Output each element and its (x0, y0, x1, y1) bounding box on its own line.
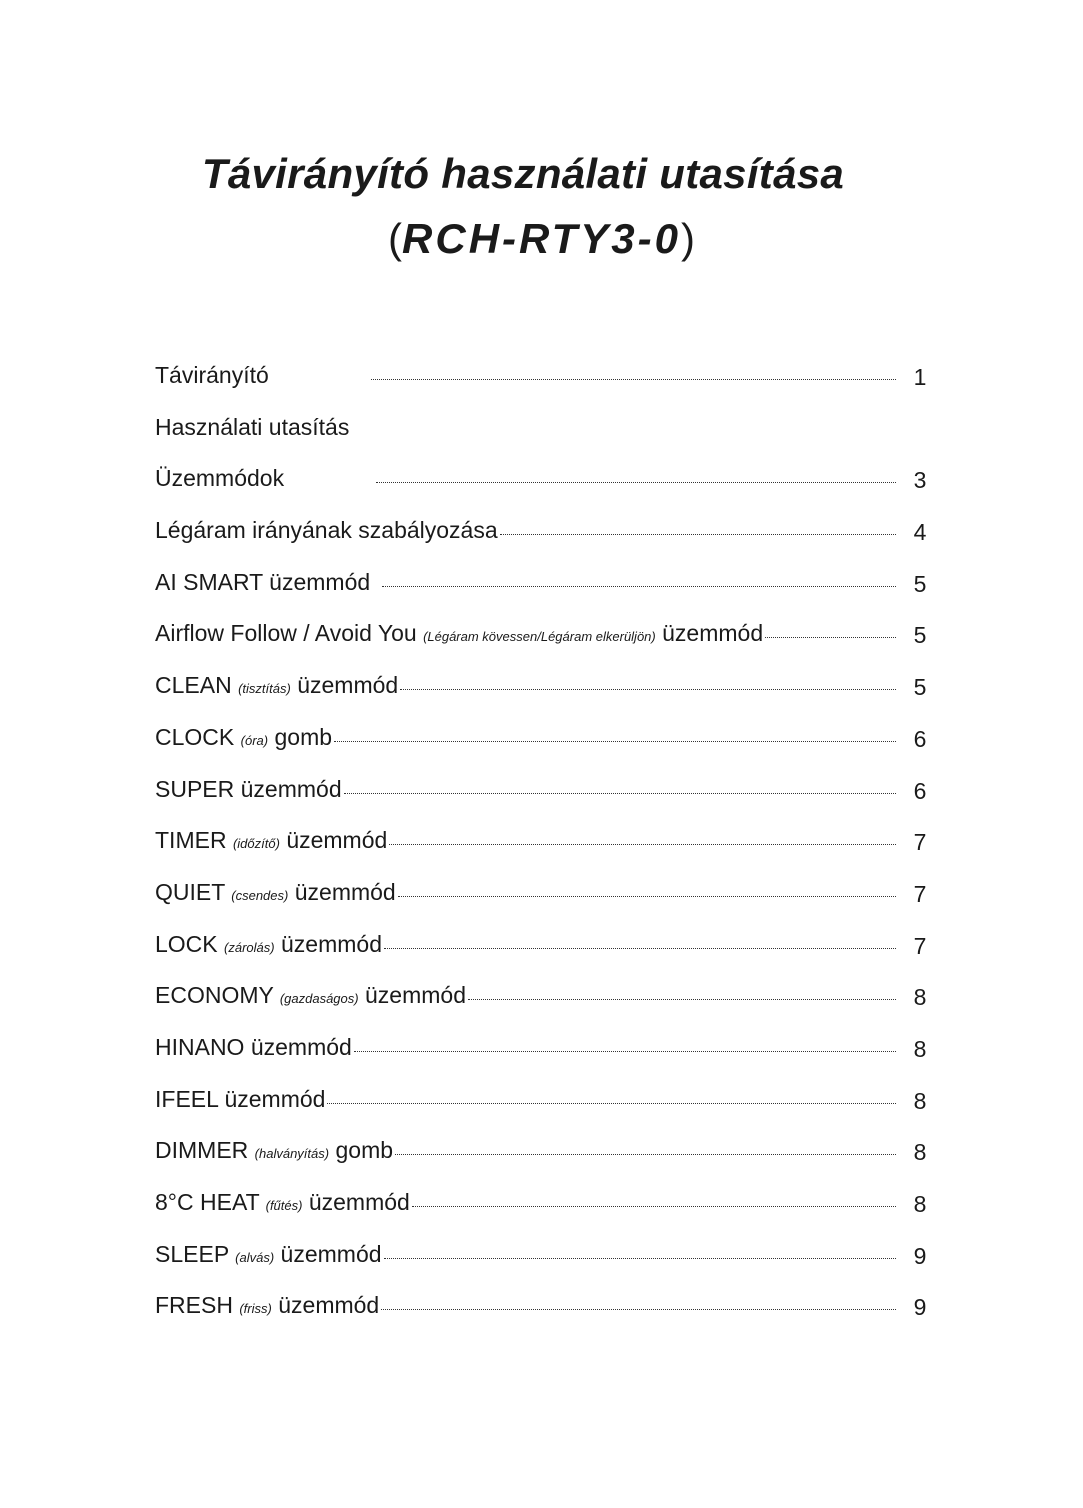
toc-row (155, 1182, 930, 1234)
toc-suffix: üzemmód (280, 1240, 382, 1267)
toc-label: ECONOMY (gazdaságos) üzemmód (155, 982, 466, 1009)
toc-row (155, 562, 930, 614)
toc-note: (óra) (240, 732, 269, 748)
leader-dots (400, 665, 896, 690)
toc-page-number: 3 (913, 467, 927, 494)
toc-label: SLEEP (alvás) üzemmód (155, 1240, 382, 1267)
toc-note: (csendes) (231, 887, 289, 903)
toc-page-number: 7 (913, 829, 927, 856)
document-title: Távirányító használati utasítása (201, 150, 845, 197)
toc-row (155, 975, 930, 1027)
toc-note: (gazdaságos) (279, 991, 359, 1007)
leader-dots (376, 458, 896, 483)
toc-label: CLEAN (tisztítás) üzemmód (155, 672, 399, 699)
toc-label: Légáram irányának szabályozása (155, 517, 498, 544)
toc-row (155, 1234, 930, 1286)
toc-page-number: 8 (913, 1139, 927, 1166)
toc-suffix: üzemmód (286, 827, 388, 854)
toc-page-number: 5 (913, 570, 927, 597)
toc-page-number: 8 (913, 1035, 927, 1062)
toc-label: Airflow Follow / Avoid You (Légáram kövessen/Légáram elkerüljön) üzemmód (155, 620, 764, 647)
leader-dots (327, 1079, 896, 1104)
toc-row (155, 769, 930, 821)
toc-note: (Légáram kövessen/Légáram elkerüljön) (423, 629, 656, 645)
leader-dots (398, 872, 896, 897)
leader-dots (468, 975, 896, 1000)
toc-note: (zárolás) (224, 939, 275, 955)
model-number: RCH-RTY3-0 (402, 215, 681, 262)
model-subtitle (0, 215, 1083, 263)
toc-note: (halványítás) (254, 1146, 330, 1162)
toc-row (155, 407, 930, 459)
leader-dots (412, 1182, 896, 1207)
leader-dots (351, 407, 896, 431)
toc-label: IFEEL üzemmód (155, 1085, 326, 1112)
leader-dots (344, 769, 896, 794)
toc-row (155, 1285, 930, 1337)
toc-label: SUPER üzemmód (155, 775, 342, 802)
leader-dots (381, 1285, 896, 1310)
toc-page-number: 5 (913, 622, 927, 649)
toc-page-number: 8 (913, 984, 927, 1011)
toc-row (155, 665, 930, 717)
toc-suffix: üzemmód (281, 930, 382, 957)
toc-page-number: 6 (913, 777, 927, 804)
toc-page-number: 5 (913, 674, 927, 701)
toc-suffix: üzemmód (662, 620, 764, 647)
toc-suffix: üzemmód (297, 672, 399, 699)
toc-label: LOCK (zárolás) üzemmód (155, 930, 382, 957)
toc-row (155, 1130, 930, 1182)
toc-page-number: 9 (913, 1242, 927, 1269)
toc-label: DIMMER (halványítás) gomb (155, 1137, 394, 1164)
toc-note: (időzítő) (232, 836, 280, 852)
toc-row (155, 458, 930, 510)
subtitle-close-paren: ) (680, 215, 695, 262)
toc-row (155, 355, 930, 407)
table-of-contents (155, 355, 930, 1337)
toc-label: AI SMART üzemmód (155, 568, 371, 595)
toc-suffix: üzemmód (365, 982, 466, 1009)
toc-label: TIMER (időzítő) üzemmód (155, 827, 388, 854)
toc-page-number: 8 (913, 1191, 927, 1217)
toc-row (155, 872, 930, 924)
toc-page-number: 1 (913, 364, 927, 390)
toc-suffix: üzemmód (278, 1292, 380, 1319)
toc-row (155, 510, 930, 562)
leader-dots (389, 820, 896, 845)
toc-row (155, 924, 930, 976)
toc-row (155, 613, 930, 665)
toc-label: FRESH (friss) üzemmód (155, 1292, 380, 1319)
toc-page-number: 9 (913, 1294, 927, 1321)
toc-note: (friss) (239, 1301, 272, 1317)
toc-row (155, 1027, 930, 1079)
toc-page-number: 8 (913, 1087, 927, 1114)
toc-suffix: gomb (274, 723, 333, 750)
toc-suffix: gomb (335, 1137, 394, 1164)
subtitle-open-paren: ( (388, 215, 403, 262)
toc-row (155, 820, 930, 872)
leader-dots (395, 1130, 896, 1155)
toc-suffix: üzemmód (308, 1189, 410, 1215)
toc-label: Üzemmódok (155, 465, 285, 492)
toc-note: (tisztítás) (238, 681, 291, 697)
toc-label: 8°C HEAT (fűtés) üzemmód (155, 1189, 410, 1215)
toc-label: Távirányító (155, 362, 269, 388)
toc-page-number: 6 (913, 725, 927, 752)
toc-suffix: üzemmód (294, 878, 396, 905)
toc-label: CLOCK (óra) gomb (155, 723, 333, 750)
toc-label: HINANO üzemmód (155, 1033, 352, 1060)
leader-dots (384, 924, 896, 949)
toc-note: (fűtés) (265, 1198, 303, 1213)
toc-row (155, 1079, 930, 1131)
leader-dots (384, 1234, 896, 1259)
toc-label: QUIET (csendes) üzemmód (155, 878, 396, 905)
toc-page-number: 7 (913, 880, 927, 907)
leader-dots (354, 1027, 896, 1052)
toc-note: (alvás) (235, 1249, 275, 1265)
toc-page-number: 7 (913, 932, 927, 959)
toc-page-number: 4 (913, 519, 927, 546)
leader-dots (765, 613, 896, 638)
leader-dots (382, 562, 896, 587)
leader-dots (500, 510, 896, 535)
toc-row (155, 717, 930, 769)
toc-label: Használati utasítás (155, 413, 350, 440)
leader-dots (334, 717, 896, 742)
leader-dots (371, 355, 896, 380)
